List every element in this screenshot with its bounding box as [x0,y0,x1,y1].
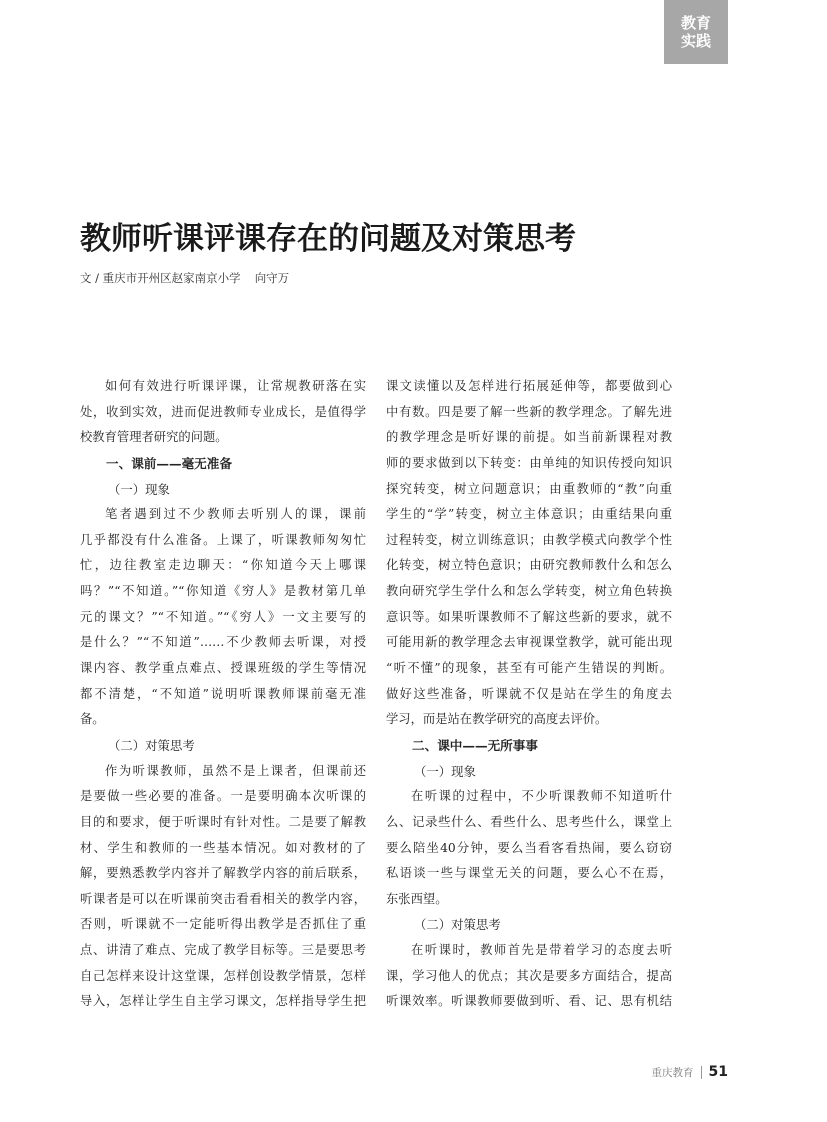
body-text-line: 处，收到实效，进而促进教师专业成长，是值得学 [80,404,366,419]
left-column [80,374,366,1015]
body-text-line: 过程转变，树立训练意识；由教学模式向教学个性 [386,532,672,547]
paragraph-first-line: 在听课时，教师首先是带着学习的态度去听 [411,943,672,958]
paragraph-first-line: 笔者遇到过不少教师去听别人的课，课前 [105,507,366,522]
paragraph-last-line: 备。 [80,712,105,727]
body-text-line: 可能用新的教学理念去审视课堂教学，就可能出现 [386,635,672,650]
body-text-line: 忙，边往教室走边聊天：“你知道今天上哪课 [80,558,366,573]
body-text-line: 目的和要求，便于听课时有针对性。二是要了解教 [80,814,366,829]
subsection-heading: （一）现象 [108,481,170,497]
body-text-line: 中有数。四是要了解一些新的教学理念。了解先进 [386,404,672,419]
body-text-line: 的教学理念是听好课的前提。如当前新课程对教 [386,430,672,445]
section-tag [664,0,728,64]
body-text-line: 课内容、教学重点难点、授课班级的学生等情况 [80,661,366,676]
body-text-line: 元的课文？”“不知道。”“《穷人》一文主要写的 [80,609,366,624]
body-text-line: 材、学生和教师的一些基本情况。如对教材的了 [80,840,366,855]
body-text-line: 课文读懂以及怎样进行拓展延伸等，都要做到心 [386,379,672,393]
footer-divider [701,1066,702,1079]
subsection-heading: （二）对策思考 [414,917,501,933]
body-text-line: 么、记录些什么、看些什么、思考些什么，课堂上 [386,814,672,829]
section-heading: 二、课中——无所事事 [412,737,538,753]
body-text-line: 化转变，树立特色意识；由研究教师教什么和怎么 [386,558,672,573]
paragraph-last-line: 学习，而是站在教学研究的高度去评价。 [386,712,608,727]
byline [80,270,289,286]
body-text-line: 是什么？”“不知道”……不少教师去听课，对授 [80,635,366,650]
paragraph-first-line: 如何有效进行听课评课，让常规教研落在实 [105,379,366,393]
body-text-line: 点、讲清了难点、完成了教学目标等。三是要思考 [80,943,366,958]
body-text-line: 解，要熟悉教学内容并了解教学内容的前后联系， [80,866,366,881]
body-text-line: 师的要求做到以下转变：由单纯的知识传授向知识 [386,455,672,470]
body-text-line: 自己怎样来设计这堂课，怎样创设教学情景，怎样 [80,968,366,983]
body-text-line: 意识等。如果听课教师不了解这些新的要求，就不 [386,609,672,624]
footer-magazine-name: 重庆教育 [651,1066,694,1079]
byline-author: 向守万 [254,271,290,285]
body-text-line: 教向研究学生学什么和怎么学转变，树立角色转换 [386,584,672,599]
body-text-line: 听课者是可以在听课前突击看看相关的教学内容， [80,891,366,906]
body-text-line: 都不清楚，“不知道”说明听课教师课前毫无准 [80,686,366,701]
body-text-line: 听课效率。听课教师要做到听、看、记、思有机结 [386,994,672,1009]
body-text-line: 吗？”“不知道。”“你知道《穷人》是教材第几单 [80,584,366,599]
body-text-line: 要么陪坐40分钟，要么当看客看热闹，要么窃窃 [386,840,672,855]
body-text-line: “听不懂”的现象，甚至有可能产生错误的判断。 [386,661,672,676]
body-text-line: 是要做一些必要的准备。一是要明确本次听课的 [80,789,366,804]
subsection-heading: （二）对策思考 [108,737,195,753]
paragraph-first-line: 在听课的过程中，不少听课教师不知道听什 [411,789,672,804]
page-number: 51 [708,1064,728,1080]
right-column [386,374,672,1015]
paragraph-last-line: 东张西望。 [386,891,448,906]
section-tag-line1: 教育 [680,14,711,32]
article-title: 教师听课评课存在的问题及对策思考 [80,221,576,257]
paragraph-first-line: 作为听课教师，虽然不是上课者，但课前还 [105,763,366,778]
section-tag-line2: 实践 [680,32,711,50]
body-text-line: 做好这些准备，听课就不仅是站在学生的角度去 [386,686,672,701]
subsection-heading: （一）现象 [414,763,476,779]
section-heading: 一、课前——毫无准备 [106,455,232,471]
body-text-line: 课，学习他人的优点；其次是要多方面结合，提高 [386,968,672,983]
page-footer [652,1064,728,1080]
body-text-line: 导入，怎样让学生自主学习课文，怎样指导学生把 [80,994,366,1009]
byline-affiliation: 文 / 重庆市开州区赵家南京小学 [80,271,241,285]
body-text-line: 几乎都没有什么准备。上课了，听课教师匆匆忙 [80,532,366,547]
paragraph-last-line: 校教育管理者研究的问题。 [80,430,228,445]
body-text-line: 探究转变，树立问题意识；由重教师的“教”向重 [386,481,672,496]
body-text-line: 学生的“学”转变，树立主体意识；由重结果向重 [386,507,672,522]
body-text-line: 否则，听课就不一定能听得出教学是否抓住了重 [80,917,366,932]
body-text-line: 私语谈一些与课堂无关的问题，要么心不在焉， [386,866,672,881]
